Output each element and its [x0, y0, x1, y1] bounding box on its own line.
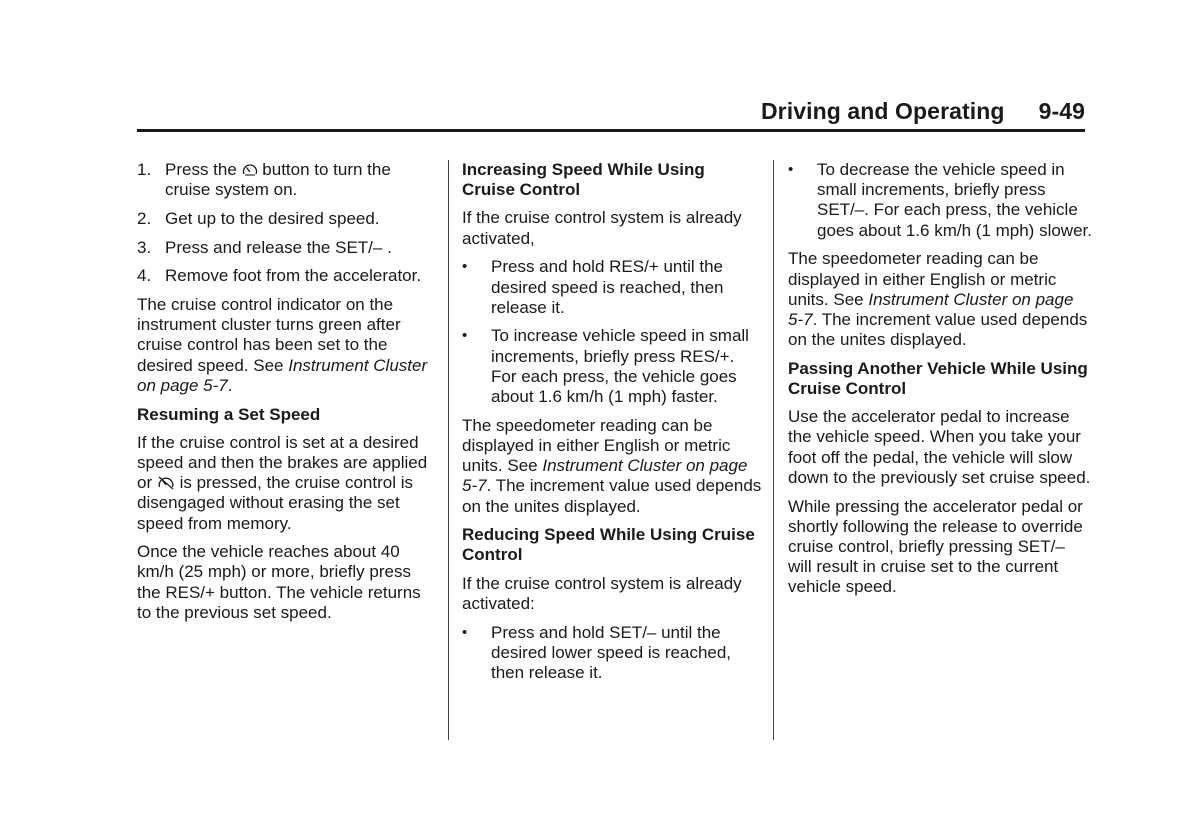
bullet-dot: •	[788, 161, 794, 178]
page-number: 9-49	[1038, 98, 1085, 124]
step-item: 1. Press the button to turn the cruise system on.	[137, 160, 391, 200]
bullet-dot: •	[462, 327, 468, 345]
indicator-paragraph: The cruise control indicator on the instrument cluster turns green after cruise control has been set to the desired speed. See Instrument Cluster on page 5-7.	[137, 295, 428, 395]
passing-heading: Passing Another Vehicle While Using Cruise Control	[788, 358, 1088, 399]
header-rule	[137, 129, 1085, 132]
column-2	[462, 160, 762, 692]
page-header	[137, 98, 1085, 130]
bullet-dot: •	[462, 623, 468, 641]
once-paragraph: Once the vehicle reaches about 40 km/h (25 mph) or more, briefly press the RES/+ button. The vehicle returns to the previous set speed.	[137, 542, 421, 622]
resuming-heading: Resuming a Set Speed	[137, 404, 321, 424]
bullet-item: • Press and hold SET/– until the desired lower speed is reached, then release it.	[462, 622, 732, 682]
bullet-item: • To increase vehicle speed in small increments, briefly press RES/+. For each press, the vehicle goes about 1.6 km/h (1 mph) faster.	[462, 326, 749, 407]
column-divider	[773, 160, 774, 740]
decrease-bullets	[788, 160, 1093, 241]
cross-reference: Instrument Cluster on page 5-7	[462, 456, 748, 496]
cruise-control-icon	[242, 162, 258, 177]
bullet-item: • To decrease the vehicle speed in small increments, briefly press SET/–. For each press, the vehicle goes about 1.6 km/h (1 mph) slower.	[788, 160, 1092, 240]
step-item: 3. Press and release the SET/– .	[137, 237, 392, 257]
bullet-dot: •	[462, 258, 468, 276]
increasing-intro: If the cruise control system is already activated,	[462, 208, 742, 248]
column-3	[788, 160, 1093, 606]
speedometer-paragraph: The speedometer reading can be displayed in either English or metric units. See Instrument Cluster on page 5-7. The increment value used depends on the unites displayed.	[462, 415, 762, 516]
steps-list	[137, 160, 437, 287]
override-paragraph: While pressing the accelerator pedal or shortly following the release to override cruise control, briefly pressing SET/– will result in cruise set to the current vehicle speed.	[788, 496, 1083, 597]
increasing-heading: Increasing Speed While Using Cruise Control	[462, 160, 705, 200]
reducing-heading: Reducing Speed While Using Cruise Control	[462, 525, 755, 565]
step-item: 4. Remove foot from the accelerator.	[137, 266, 422, 286]
passing-paragraph: Use the accelerator pedal to increase the vehicle speed. When you take your foot off the pedal, the vehicle will slow down to the previously set cruise speed.	[788, 407, 1091, 487]
column-divider	[448, 160, 449, 740]
cross-reference: Instrument Cluster on page 5-7	[137, 355, 428, 395]
resuming-paragraph: If the cruise control is set at a desired speed and then the brakes are applied or is pressed, the cruise control is disengaged without erasing the set speed from memory.	[137, 432, 428, 533]
section-title: Driving and Operating	[760, 98, 1005, 124]
reducing-bullets	[462, 623, 762, 684]
reducing-intro: If the cruise control system is already activated:	[462, 573, 742, 613]
increasing-bullets	[462, 257, 762, 407]
step-item: 2. Get up to the desired speed.	[137, 208, 380, 228]
speedometer-paragraph: The speedometer reading can be displayed in either English or metric units. See Instrument Cluster on page 5-7. The increment value used depends on the unites displayed.	[788, 249, 1088, 350]
column-1	[137, 160, 437, 632]
cross-reference: Instrument Cluster on page 5-7	[788, 289, 1074, 329]
cruise-cancel-icon	[157, 475, 175, 490]
bullet-item: • Press and hold RES/+ until the desired speed is reached, then release it.	[462, 257, 724, 317]
